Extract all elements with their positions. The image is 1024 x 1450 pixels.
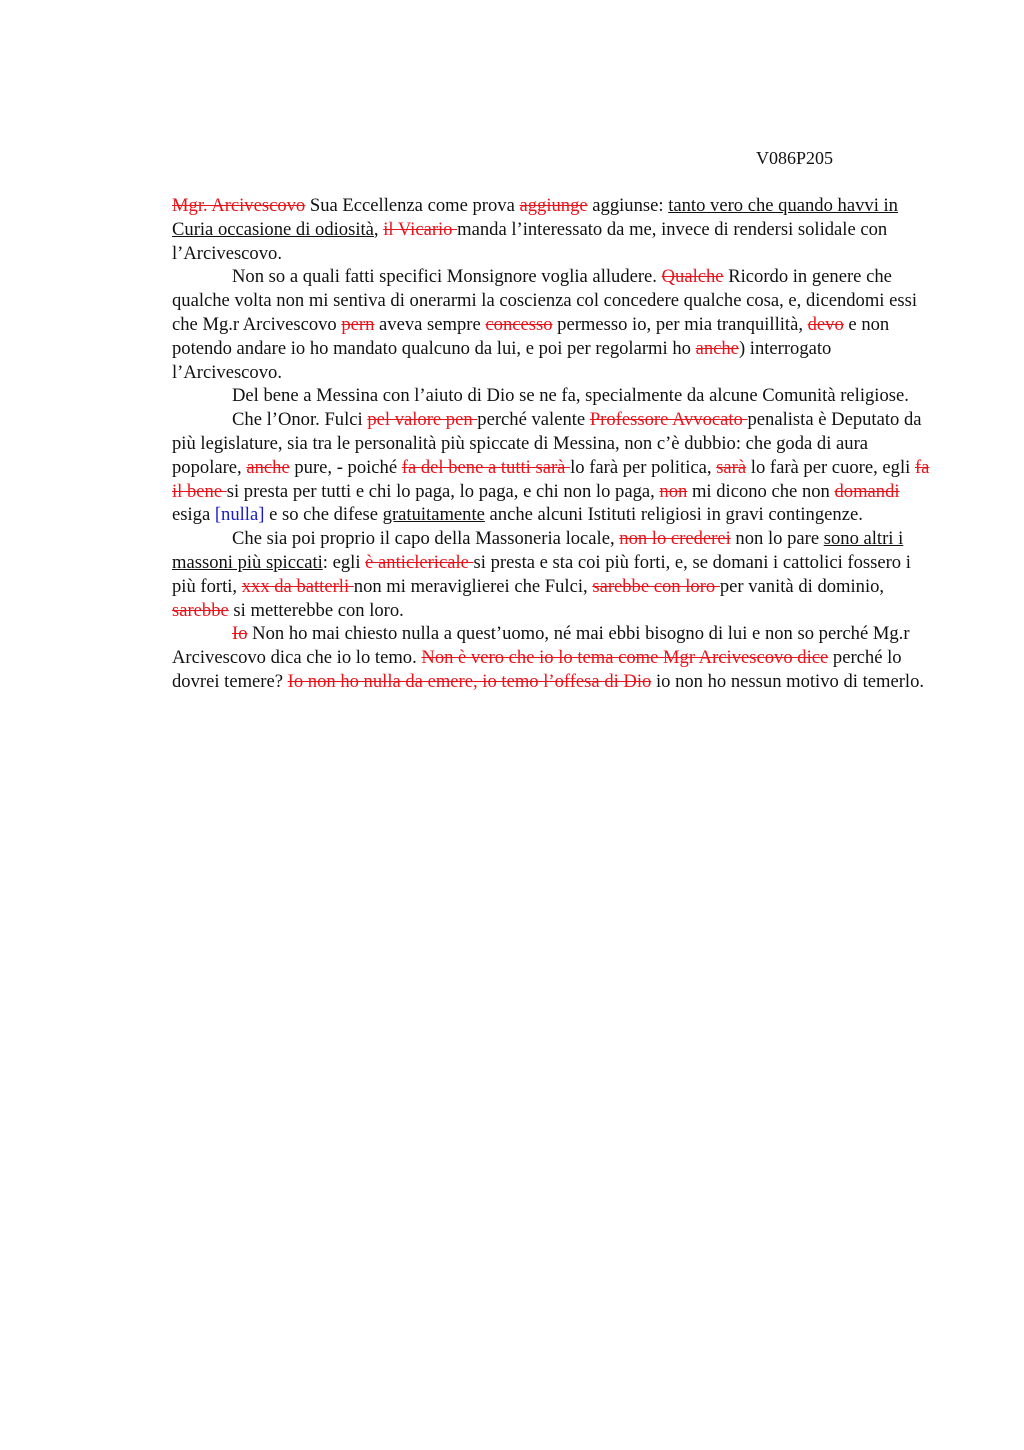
deleted-text: Professore Avvocato bbox=[589, 409, 748, 431]
text-run: Sua Eccellenza come prova bbox=[305, 195, 520, 216]
deleted-text: concesso bbox=[485, 313, 553, 335]
page-identifier: V086P205 bbox=[756, 148, 834, 168]
paragraph bbox=[172, 622, 932, 693]
deleted-text: devo bbox=[807, 313, 844, 335]
underlined-text: gratuitamente bbox=[382, 504, 485, 526]
text-run: Che l’Onor. Fulci bbox=[232, 409, 368, 431]
text-run: e non potendo andare io ho mandato qualcuno da lui, e poi per regolarmi ho bbox=[172, 313, 890, 359]
deleted-text: fa del bene a tutti sarà bbox=[401, 456, 571, 478]
paragraph bbox=[172, 408, 932, 527]
text-run: penalista è Deputato da più legislature, sia tra le personalità più spiccate di Messina, non c’è dubbio: che goda di aura popolare, bbox=[172, 409, 922, 478]
text-run: perché valente bbox=[477, 409, 590, 431]
paragraph bbox=[172, 194, 932, 265]
text-run: esiga bbox=[172, 504, 215, 526]
paragraph bbox=[172, 527, 932, 622]
deleted-text: è anticlericale bbox=[365, 551, 474, 573]
deleted-text: fa il bene bbox=[172, 456, 930, 502]
text-run: e so che difese bbox=[264, 504, 383, 526]
deleted-text: xxx da batterli bbox=[241, 575, 354, 597]
deleted-text: sarà bbox=[716, 456, 747, 478]
text-run: anche alcuni Istituti religiosi in gravi contingenze. bbox=[484, 504, 863, 526]
text-run: Ricordo in genere che qualche volta non mi sentiva di onerarmi la coscienza col concedere qualche cosa, e, dicendomi essi che Mg.r Arcivescovo bbox=[172, 266, 918, 335]
paragraph bbox=[172, 265, 932, 384]
underlined-text: sono altri i massoni più spiccati bbox=[172, 528, 904, 573]
deleted-text: non bbox=[659, 480, 688, 502]
underlined-text: tanto vero che quando havvi in Curia occasione di odiosità bbox=[172, 195, 898, 240]
deleted-text: sarebbe con loro bbox=[592, 575, 720, 597]
deleted-text: domandi bbox=[834, 480, 900, 502]
text-run: mi dicono che non bbox=[687, 480, 835, 502]
deleted-text: Io non ho nulla da emere, io temo l’offesa di Dio bbox=[287, 670, 652, 692]
text-run: lo farà per politica, bbox=[570, 456, 717, 478]
text-run: : egli bbox=[322, 551, 366, 573]
text-run: perché lo dovrei temere? bbox=[172, 647, 902, 692]
deleted-text: Mgr. Arcivescovo bbox=[172, 195, 306, 216]
text-run: si presta per tutti e chi lo paga, lo paga, e chi non lo paga, bbox=[226, 480, 660, 502]
text-run: non mi meraviglierei che Fulci, bbox=[353, 575, 593, 597]
text-run: per vanità di dominio, bbox=[719, 575, 885, 597]
deleted-text: pern bbox=[341, 313, 375, 335]
paragraph bbox=[172, 384, 932, 408]
text-run: aggiunse: bbox=[587, 195, 669, 216]
text-run: Del bene a Messina con l’aiuto di Dio se ne fa, specialmente da alcune Comunità religiose. bbox=[232, 385, 909, 407]
text-run: pure, - poiché bbox=[289, 456, 402, 478]
deleted-text: Qualche bbox=[661, 266, 724, 288]
text-run: io non ho nessun motivo di temerlo. bbox=[651, 670, 925, 692]
deleted-text: Io bbox=[232, 623, 248, 645]
text-run: si metterebbe con loro. bbox=[228, 599, 404, 621]
deleted-text: sarebbe bbox=[172, 599, 229, 621]
text-run: lo farà per cuore, egli bbox=[746, 456, 915, 478]
deleted-text: Non è vero che io lo tema come Mgr Arcivescovo dice bbox=[421, 647, 829, 669]
text-run: manda l’interessato da me, invece di rendersi solidale con l’Arcivescovo. bbox=[172, 218, 888, 264]
text-run: aveva sempre bbox=[374, 313, 486, 335]
text-run: permesso io, per mia tranquillità, bbox=[552, 313, 808, 335]
text-run: Non so a quali fatti specifici Monsignore voglia alludere. bbox=[232, 266, 662, 288]
text-run: non lo pare bbox=[730, 528, 824, 550]
deleted-text: non lo crederei bbox=[619, 528, 731, 550]
deleted-text: aggiunge bbox=[519, 195, 588, 216]
text-run: , bbox=[373, 218, 384, 240]
text-run: si presta e sta coi più forti, e, se domani i cattolici fossero i più forti, bbox=[172, 551, 911, 597]
deleted-text: pel valore pen bbox=[367, 409, 478, 431]
text-run: Che sia poi proprio il capo della Massoneria locale, bbox=[232, 528, 620, 550]
document-body bbox=[172, 194, 932, 694]
editorial-note: [nulla] bbox=[214, 504, 265, 526]
deleted-text: anche bbox=[695, 337, 739, 359]
deleted-text: anche bbox=[246, 456, 290, 478]
text-run: ) interrogato l’Arcivescovo. bbox=[172, 337, 832, 383]
deleted-text: il Vicario bbox=[383, 218, 458, 240]
text-run: Non ho mai chiesto nulla a quest’uomo, né mai ebbi bisogno di lui e non so perché Mg.r Arcivescovo dica che io lo temo. bbox=[172, 623, 910, 669]
